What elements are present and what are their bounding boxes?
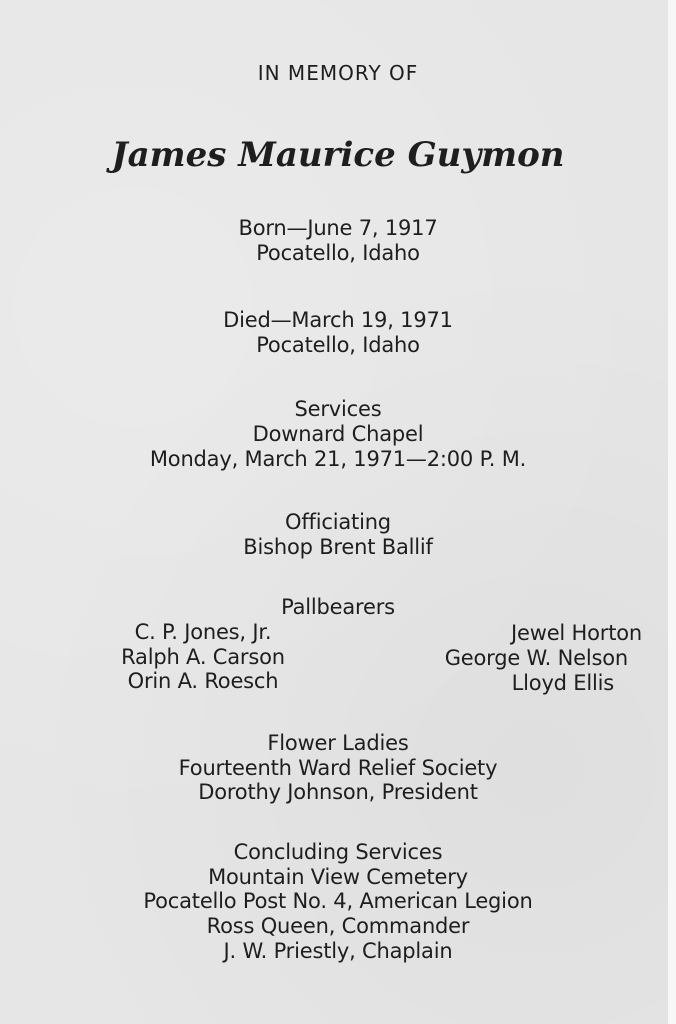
- services-title: Services: [294, 397, 382, 421]
- concluding-services-title: Concluding Services: [233, 840, 443, 864]
- pallbearer-left-3: Orin A. Roesch: [127, 669, 279, 693]
- services-location: Downard Chapel: [252, 422, 424, 446]
- concluding-services-line-1: Mountain View Cemetery: [208, 865, 468, 889]
- concluding-services-line-3: Ross Queen, Commander: [206, 914, 470, 938]
- flower-ladies-title: Flower Ladies: [267, 731, 409, 755]
- death-place: Pocatello, Idaho: [256, 333, 420, 357]
- concluding-services-line-2: Pocatello Post No. 4, American Legion: [143, 889, 533, 913]
- pallbearer-left-2: Ralph A. Carson: [121, 645, 285, 669]
- pallbearer-right-1: Jewel Horton: [511, 621, 642, 645]
- death-date: Died—March 19, 1971: [223, 308, 453, 332]
- concluding-services-line-4: J. W. Priestly, Chaplain: [223, 939, 453, 963]
- services-datetime: Monday, March 21, 1971—2:00 P. M.: [149, 447, 527, 471]
- flower-ladies-leader: Dorothy Johnson, President: [198, 780, 478, 804]
- memorial-heading: IN MEMORY OF: [257, 61, 419, 85]
- pallbearers-title: Pallbearers: [281, 595, 395, 619]
- page-edge: [668, 0, 676, 1024]
- officiating-title: Officiating: [285, 510, 391, 534]
- pallbearer-left-1: C. P. Jones, Jr.: [134, 620, 272, 644]
- deceased-name: James Maurice Guymon: [111, 135, 565, 175]
- flower-ladies-group: Fourteenth Ward Relief Society: [178, 756, 498, 780]
- pallbearer-right-2: George W. Nelson: [444, 646, 628, 670]
- officiating-name: Bishop Brent Ballif: [243, 535, 433, 559]
- birth-place: Pocatello, Idaho: [256, 241, 420, 265]
- pallbearer-right-3: Lloyd Ellis: [511, 671, 614, 695]
- birth-date: Born—June 7, 1917: [238, 216, 438, 240]
